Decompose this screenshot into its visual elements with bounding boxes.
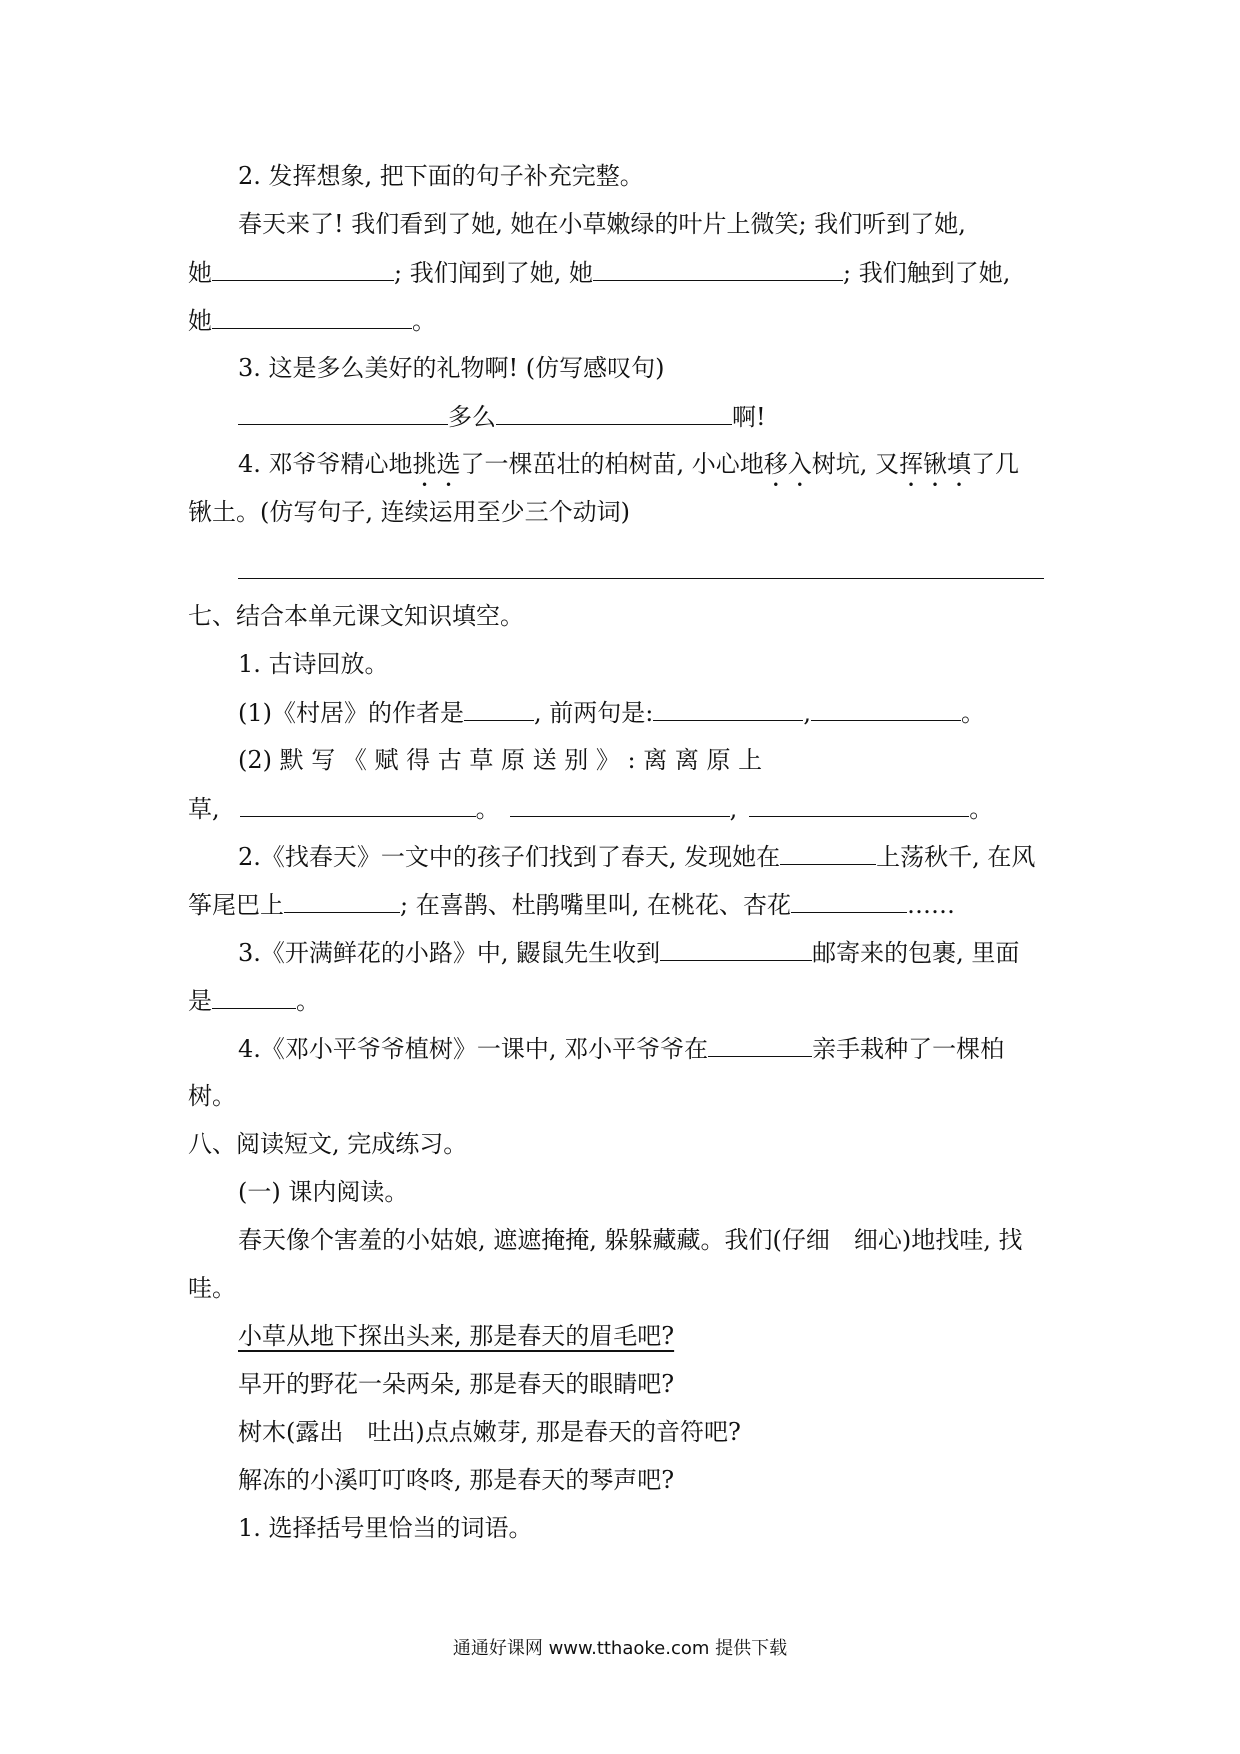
answer-blank[interactable] [212,982,296,1009]
passage-line: 解冻的小溪叮叮咚咚, 那是春天的琴声吧? [238,1466,675,1494]
emphasized-verb: 挥锹填 [899,450,972,478]
passage-line: 早开的野花一朵两朵, 那是春天的眼睛吧? [238,1370,675,1398]
s7-q2-line1: 2.《找春天》一文中的孩子们找到了春天, 发现她在 上荡秋千, 在风 [238,838,1035,875]
answer-blank[interactable] [780,838,876,865]
answer-blank[interactable] [811,694,961,721]
answer-blank[interactable] [238,398,448,425]
answer-blank[interactable] [749,790,969,817]
s7-q4-line2: 树。 [188,1082,236,1110]
s7-q2-line2: 筝尾巴上 ; 在喜鹊、杜鹃嘴里叫, 在桃花、杏花 …… [188,886,955,923]
answer-blank[interactable] [660,934,812,961]
passage-line: 春天像个害羞的小姑娘, 遮遮掩掩, 躲躲藏藏。我们(仔细 细心)地找哇, 找 [238,1226,1023,1254]
q2-sentence-line3: 她 。 [188,302,436,339]
answer-blank[interactable] [240,790,476,817]
q2-sentence-line2: 她 ; 我们闻到了她, 她 ; 我们触到了她, [188,254,1010,291]
s7-q3-line1: 3.《开满鲜花的小路》中, 鼹鼠先生收到 邮寄来的包裹, 里面 [238,934,1019,971]
q2-title: 2. 发挥想象, 把下面的句子补充完整。 [238,162,644,190]
answer-blank[interactable] [510,790,730,817]
answer-blank[interactable] [593,254,843,281]
q4-sentence-line1: 4. 邓爷爷精心地挑选了一棵茁壮的柏树苗, 小心地移入树坑, 又挥锹填了几 [238,450,1020,478]
answer-line[interactable] [238,578,1044,579]
page-footer: 通通好课网 www.tthaoke.com 提供下载 [452,1638,788,1659]
answer-blank[interactable] [284,886,400,913]
passage-line: 哇。 [188,1274,236,1302]
emphasized-verb: 挑选 [412,450,461,478]
s8-subheading: (一) 课内阅读。 [238,1178,409,1206]
s7-q3-line2: 是 。 [188,982,320,1019]
answer-blank[interactable] [212,254,394,281]
q4-sentence-line2: 锹土。(仿写句子, 连续运用至少三个动词) [188,498,630,526]
q3-answer-line: 多么 啊! [238,398,766,435]
answer-blank[interactable] [791,886,907,913]
section-7-heading: 七、结合本单元课文知识填空。 [188,602,524,630]
answer-blank[interactable] [708,1030,812,1057]
answer-blank[interactable] [653,694,803,721]
s7-q1-title: 1. 古诗回放。 [238,650,389,678]
s7-q1-item2: (2) 默 写 《 赋 得 古 草 原 送 别 》 : 离 离 原 上 [238,746,763,774]
s7-q1-item2-line2: 草, 。 , 。 [188,790,993,827]
s8-q1-title: 1. 选择括号里恰当的词语。 [238,1514,533,1542]
answer-blank[interactable] [464,694,534,721]
answer-blank[interactable] [212,302,412,329]
emphasized-verb: 移入 [763,450,812,478]
s7-q1-item1: (1)《村居》的作者是 , 前两句是: , 。 [238,694,985,731]
q3-title: 3. 这是多么美好的礼物啊! (仿写感叹句) [238,354,665,382]
s7-q4-line1: 4.《邓小平爷爷植树》一课中, 邓小平爷爷在 亲手栽种了一棵柏 [238,1030,1004,1067]
answer-blank[interactable] [496,398,732,425]
passage-underlined-line: 小草从地下探出头来, 那是春天的眉毛吧? [238,1322,675,1350]
q2-sentence-line1: 春天来了! 我们看到了她, 她在小草嫩绿的叶片上微笑; 我们听到了她, [238,210,966,238]
section-8-heading: 八、阅读短文, 完成练习。 [188,1130,468,1158]
passage-line: 树木(露出 吐出)点点嫩芽, 那是春天的音符吧? [238,1418,741,1446]
